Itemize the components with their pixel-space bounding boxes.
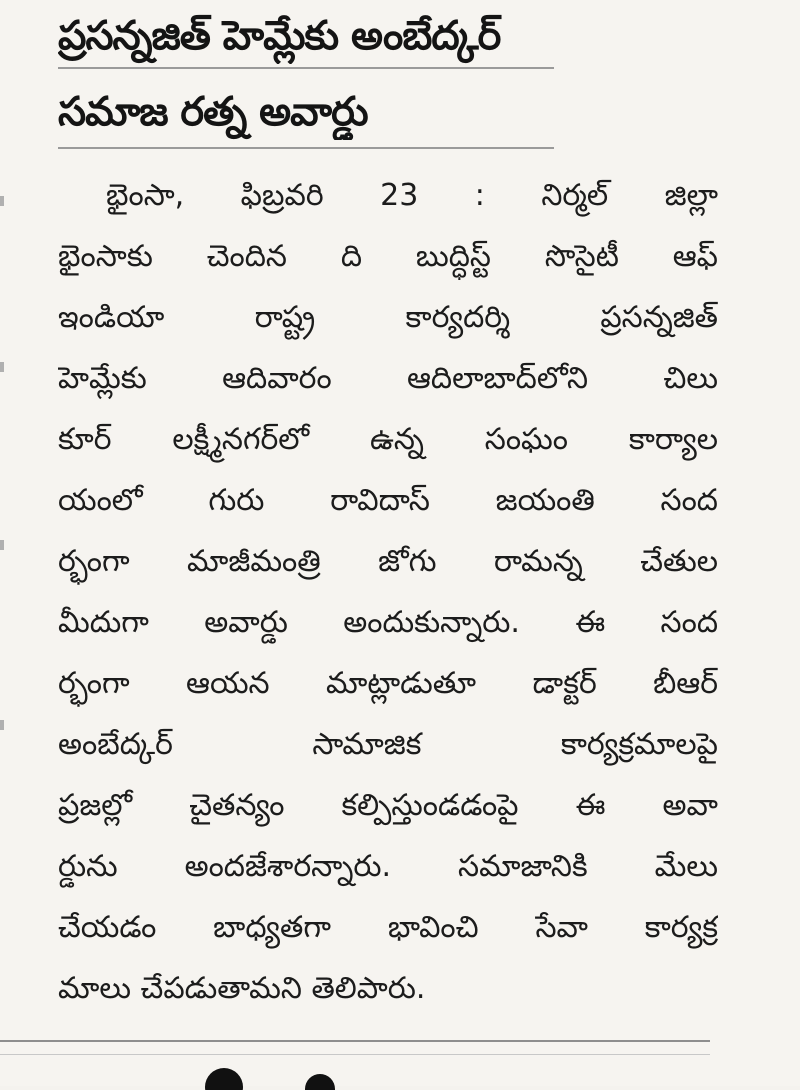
column-edge-mark bbox=[0, 540, 4, 550]
bottom-divider bbox=[0, 1040, 710, 1042]
column-edge-mark bbox=[0, 720, 4, 730]
column-edge-mark bbox=[0, 196, 4, 206]
body-line: మాలు చేపడుతామని తెలిపారు. bbox=[58, 971, 426, 1006]
body-line: మీదుగా అవార్డు అందుకున్నారు. ఈ సంద bbox=[58, 605, 718, 640]
column-edge-mark bbox=[0, 362, 4, 372]
body-line: భైంసాకు చెందిన ది బుద్ధిస్ట్ సొసైటీ ఆఫ్ bbox=[58, 239, 718, 274]
body-line: కూర్ లక్ష్మీనగర్‌లో ఉన్న సంఘం కార్యాల bbox=[58, 422, 718, 457]
body-line: ర్భంగా ఆయన మాట్లాడుతూ డాక్టర్ బీఆర్ bbox=[58, 666, 718, 701]
body-line: భైంసా, ఫిబ్రవరి 23 : నిర్మల్ జిల్లా bbox=[106, 178, 718, 213]
body-line: ఇండియా రాష్ట్ర కార్యదర్శి ప్రసన్నజిత్ bbox=[58, 300, 718, 335]
headline-line-1: ప్రసన్నజిత్ హెమ్లేకు అంబేద్కర్ bbox=[58, 13, 501, 59]
next-headline-fragment bbox=[205, 1068, 345, 1090]
headline-underline-2 bbox=[58, 147, 554, 149]
body-line: ర్భంగా మాజీమంత్రి జోగు రామన్న చేతుల bbox=[58, 544, 718, 579]
body-line: ర్డును అందజేశారన్నారు. సమాజానికి మేలు bbox=[58, 849, 718, 884]
body-line: హెమ్లేకు ఆదివారం ఆదిలాబాద్‌లోని చిలు bbox=[58, 361, 718, 396]
body-line: యంలో గురు రావిదాస్ జయంతి సంద bbox=[58, 483, 718, 518]
body-line: అంబేద్కర్ సామాజిక కార్యక్రమాలపై bbox=[58, 727, 718, 762]
body-line: చేయడం బాధ్యతగా భావించి సేవా కార్యక్ర bbox=[58, 910, 718, 945]
article-body bbox=[58, 165, 718, 1019]
body-line: ప్రజల్లో చైతన్యం కల్పిస్తుండడంపై ఈ అవా bbox=[58, 788, 718, 823]
headline-underline-1 bbox=[58, 67, 554, 69]
headline-line-2: సమాజ రత్న అవార్డు bbox=[58, 89, 368, 135]
bottom-divider-thin bbox=[0, 1054, 710, 1055]
